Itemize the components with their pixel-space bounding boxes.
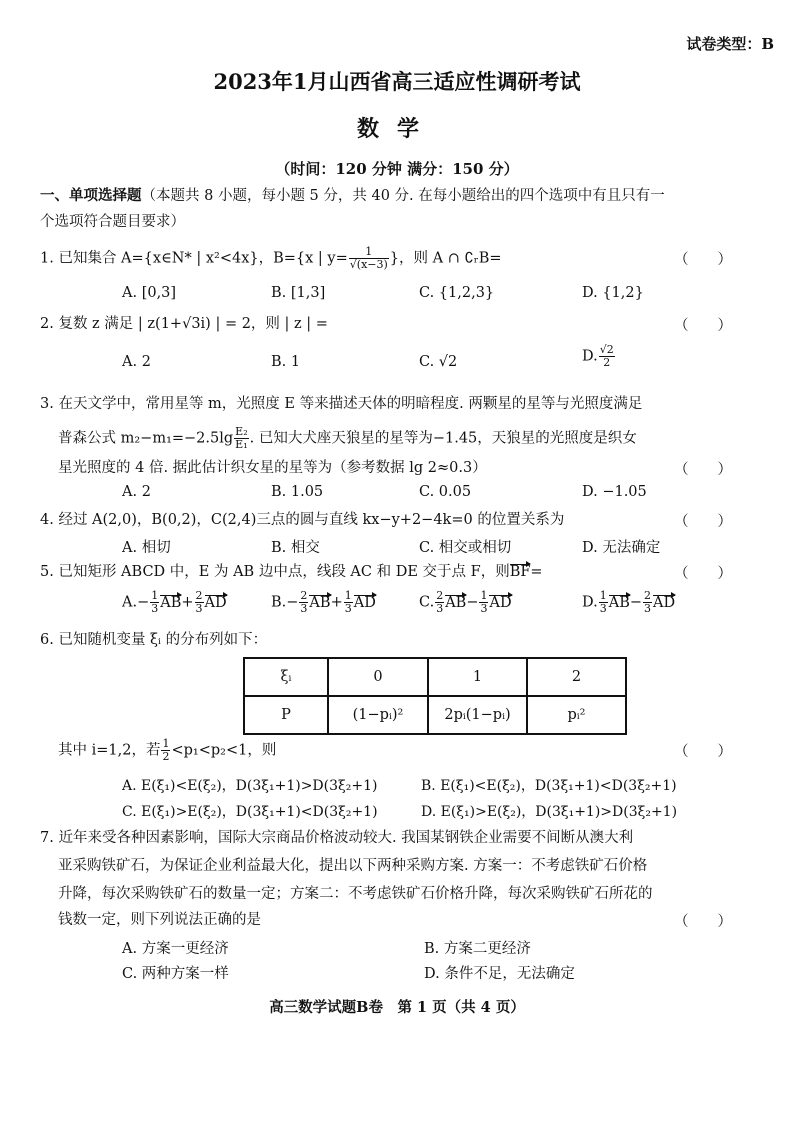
q5-d-frac2 <box>643 590 652 615</box>
question-3-line2 <box>58 426 637 451</box>
q1-option-a: A. [0,3] <box>122 285 177 301</box>
q5-c-frac1 <box>435 590 444 615</box>
q5-a-label: A. <box>122 594 138 611</box>
q6-fraction <box>161 738 170 763</box>
table-cell: (1−pᵢ)² <box>328 696 428 734</box>
table-cell: 2pᵢ(1−pᵢ) <box>428 696 527 734</box>
q4-answer-paren: （ ） <box>674 514 732 530</box>
q5-c-d1: 3 <box>436 602 444 615</box>
section-desc-line1: （本题共 8 小题，每小题 5 分，共 40 分. 在每小题给出的四个选项中有且只有一 <box>141 188 665 204</box>
q5-option-b <box>271 590 376 615</box>
q6-option-a: A. E(ξ₁)<E(ξ₂)，D(3ξ₁+1)>D(3ξ₂+1) <box>122 778 378 794</box>
table-cell: 1 <box>428 658 527 696</box>
q5-d-vec2: AD <box>653 594 676 611</box>
question-7-line3: 升降，每次采购铁矿石的数量一定；方案二：不考虑铁矿石价格升降，每次采购铁矿石所花的 <box>58 886 653 902</box>
question-4-stem: 4. 经过 A(2,0)，B(0,2)，C(2,4)三点的圆与直线 kx−y+2−4k=0 的位置关系为 <box>40 512 565 528</box>
q5-d-n1: 1 <box>599 589 607 602</box>
q1-stem-part-b: }，则 A ∩ ∁ᵣB= <box>389 250 502 267</box>
section-desc-line2: 个选项符合题目要求） <box>40 214 185 230</box>
q3-frac-numerator: E₂ <box>235 425 248 438</box>
q5-c-vec2: AD <box>489 594 512 611</box>
q5-a-n2: 2 <box>195 589 203 602</box>
q6-frac-numerator: 1 <box>162 737 170 750</box>
q5-b-frac2 <box>344 590 353 615</box>
subject-title: 数学 <box>356 116 437 142</box>
q5-b-n1: 2 <box>300 589 308 602</box>
q2-option-b: B. 1 <box>271 354 301 370</box>
q5-b-label: B. <box>271 594 287 611</box>
q4-option-b: B. 相交 <box>271 540 320 556</box>
q6-frac-denominator: 2 <box>162 750 170 763</box>
q6-cond-part-b: <p₁<p₂<1，则 <box>171 742 277 759</box>
q6-option-c: C. E(ξ₁)>E(ξ₂)，D(3ξ₁+1)<D(3ξ₂+1) <box>122 804 378 820</box>
q5-a-sign1: − <box>137 594 150 611</box>
q5-stem-part-a: 5. 已知矩形 ABCD 中，E 为 AB 边中点，线段 AC 和 DE 交于点 F，则 <box>40 564 510 580</box>
q3-line2-part-a: 普森公式 m₂−m₁=−2.5lg <box>58 430 234 447</box>
distribution-table <box>243 657 627 735</box>
question-3-line3: 星光照度的 4 倍. 据此估计织女星的星等为（参考数据 lg 2≈0.3） <box>58 460 487 476</box>
question-3-line1: 3. 在天文学中，常用星等 m，光照度 E 等来描述天体的明暗程度. 两颗星的星等与光照度满足 <box>40 396 643 412</box>
q3-option-b: B. 1.05 <box>271 484 324 500</box>
table-cell: pᵢ² <box>527 696 626 734</box>
question-7-line2: 亚采购铁矿石，为保证企业利益最大化，提出以下两种采购方案. 方案一：不考虑铁矿石价格 <box>58 858 648 874</box>
q7-option-c: C. 两种方案一样 <box>122 966 229 982</box>
q5-answer-paren: （ ） <box>674 566 732 582</box>
q3-option-c: C. 0.05 <box>419 484 472 500</box>
q1-frac-denominator: √(x−3) <box>349 258 388 271</box>
q5-stem-part-b: = <box>530 564 543 580</box>
question-2-stem: 2. 复数 z 满足 | z(1+√3i) | = 2，则 | z | = <box>40 316 328 332</box>
section-heading <box>40 186 665 206</box>
q5-b-d1: 3 <box>300 602 308 615</box>
q5-b-d2: 3 <box>344 602 352 615</box>
q5-a-d2: 3 <box>195 602 203 615</box>
question-5-stem <box>40 562 543 582</box>
q7-option-a: A. 方案一更经济 <box>122 941 229 957</box>
q5-b-frac1 <box>299 590 308 615</box>
q2-frac-denominator: 2 <box>603 356 611 369</box>
question-6-stem: 6. 已知随机变量 ξᵢ 的分布列如下： <box>40 632 268 648</box>
q5-b-sign1: − <box>286 594 299 611</box>
q4-option-c: C. 相交或相切 <box>419 540 512 556</box>
q5-a-frac1 <box>150 590 159 615</box>
q5-d-d1: 3 <box>599 602 607 615</box>
question-7-line1: 7. 近年来受各种因素影响，国际大宗商品价格波动较大. 我国某钢铁企业需要不间断从澳大利 <box>40 830 634 846</box>
q5-b-sign2: + <box>330 594 343 611</box>
q5-c-n2: 1 <box>480 589 488 602</box>
paper-type-label: 试卷类型：B <box>686 35 774 53</box>
page-footer: 高三数学试题B卷 第 1 页（共 4 页） <box>269 999 525 1016</box>
q5-d-d2: 3 <box>644 602 652 615</box>
q5-c-d2: 3 <box>480 602 488 615</box>
q5-a-vec2: AD <box>204 594 227 611</box>
q5-b-vec2: AD <box>353 594 376 611</box>
table-cell: ξᵢ <box>244 658 328 696</box>
q5-d-vec1: AB <box>608 594 630 611</box>
q5-d-sign2: − <box>629 594 643 611</box>
question-1-stem <box>40 246 502 271</box>
q1-fraction <box>349 246 389 271</box>
q5-d-n2: 2 <box>644 589 652 602</box>
q3-fraction <box>234 426 248 451</box>
question-6-condition <box>58 738 276 763</box>
q2-frac-numerator: √2 <box>599 343 614 356</box>
table-cell: P <box>244 696 328 734</box>
q7-answer-paren: （ ） <box>674 914 732 930</box>
q1-stem-part-a: 1. 已知集合 A={x∈N* | x²<4x}，B={x | y= <box>40 250 348 267</box>
q7-option-b: B. 方案二更经济 <box>424 941 531 957</box>
q3-option-d: D. −1.05 <box>582 484 647 500</box>
q1-option-d: D. {1,2} <box>582 285 644 301</box>
q5-a-n1: 1 <box>151 589 159 602</box>
q5-option-a <box>122 590 227 615</box>
q4-option-d: D. 无法确定 <box>582 540 661 556</box>
q5-a-d1: 3 <box>151 602 159 615</box>
q3-line2-part-b: . 已知大犬座天狼星的星等为−1.45，天狼星的光照度是织女 <box>249 430 637 447</box>
q5-vector-bf: BF <box>509 564 531 580</box>
q5-option-d <box>582 590 675 615</box>
question-7-line4: 钱数一定，则下列说法正确的是 <box>58 912 261 928</box>
q6-answer-paren: （ ） <box>674 744 732 760</box>
q6-option-d: D. E(ξ₁)>E(ξ₂)，D(3ξ₁+1)>D(3ξ₂+1) <box>421 804 678 820</box>
q5-c-sign2: − <box>466 594 479 611</box>
q5-c-n1: 2 <box>436 589 444 602</box>
table-cell: 0 <box>328 658 428 696</box>
q2-option-d-fraction <box>599 344 615 369</box>
q5-d-label: D. <box>582 594 598 611</box>
q2-option-c: C. √2 <box>419 354 458 370</box>
q7-option-d: D. 条件不足，无法确定 <box>424 966 575 982</box>
q5-d-frac1 <box>599 590 608 615</box>
q5-a-frac2 <box>195 590 204 615</box>
table-row <box>244 658 626 696</box>
q5-c-vec1: AB <box>445 594 467 611</box>
q2-option-d-label: D. <box>582 348 598 365</box>
table-row <box>244 696 626 734</box>
table-cell: 2 <box>527 658 626 696</box>
q1-option-c: C. {1,2,3} <box>419 285 495 301</box>
q2-option-d <box>582 344 616 369</box>
q3-frac-denominator: E₁ <box>235 438 248 451</box>
q1-answer-paren: （ ） <box>674 252 732 268</box>
section-title: 一、单项选择题 <box>40 187 142 204</box>
q5-a-sign2: + <box>181 594 194 611</box>
exam-title: 2023年1月山西省高三适应性调研考试 <box>213 69 581 94</box>
q3-option-a: A. 2 <box>122 484 151 500</box>
q3-answer-paren: （ ） <box>674 462 732 478</box>
time-info: （时间：120 分钟 满分：150 分） <box>275 160 519 178</box>
q5-b-vec1: AB <box>309 594 331 611</box>
q4-option-a: A. 相切 <box>122 540 171 556</box>
q5-option-c <box>419 590 512 615</box>
q5-c-frac2 <box>479 590 488 615</box>
q1-option-b: B. [1,3] <box>271 285 326 301</box>
q5-b-n2: 1 <box>344 589 352 602</box>
q5-c-label: C. <box>419 594 435 611</box>
q6-option-b: B. E(ξ₁)<E(ξ₂)，D(3ξ₁+1)<D(3ξ₂+1) <box>421 778 677 794</box>
q2-answer-paren: （ ） <box>674 318 732 334</box>
q6-cond-part-a: 其中 i=1,2，若 <box>58 742 161 759</box>
q5-a-vec1: AB <box>160 594 182 611</box>
q1-frac-numerator: 1 <box>349 246 389 259</box>
q2-option-a: A. 2 <box>122 354 151 370</box>
